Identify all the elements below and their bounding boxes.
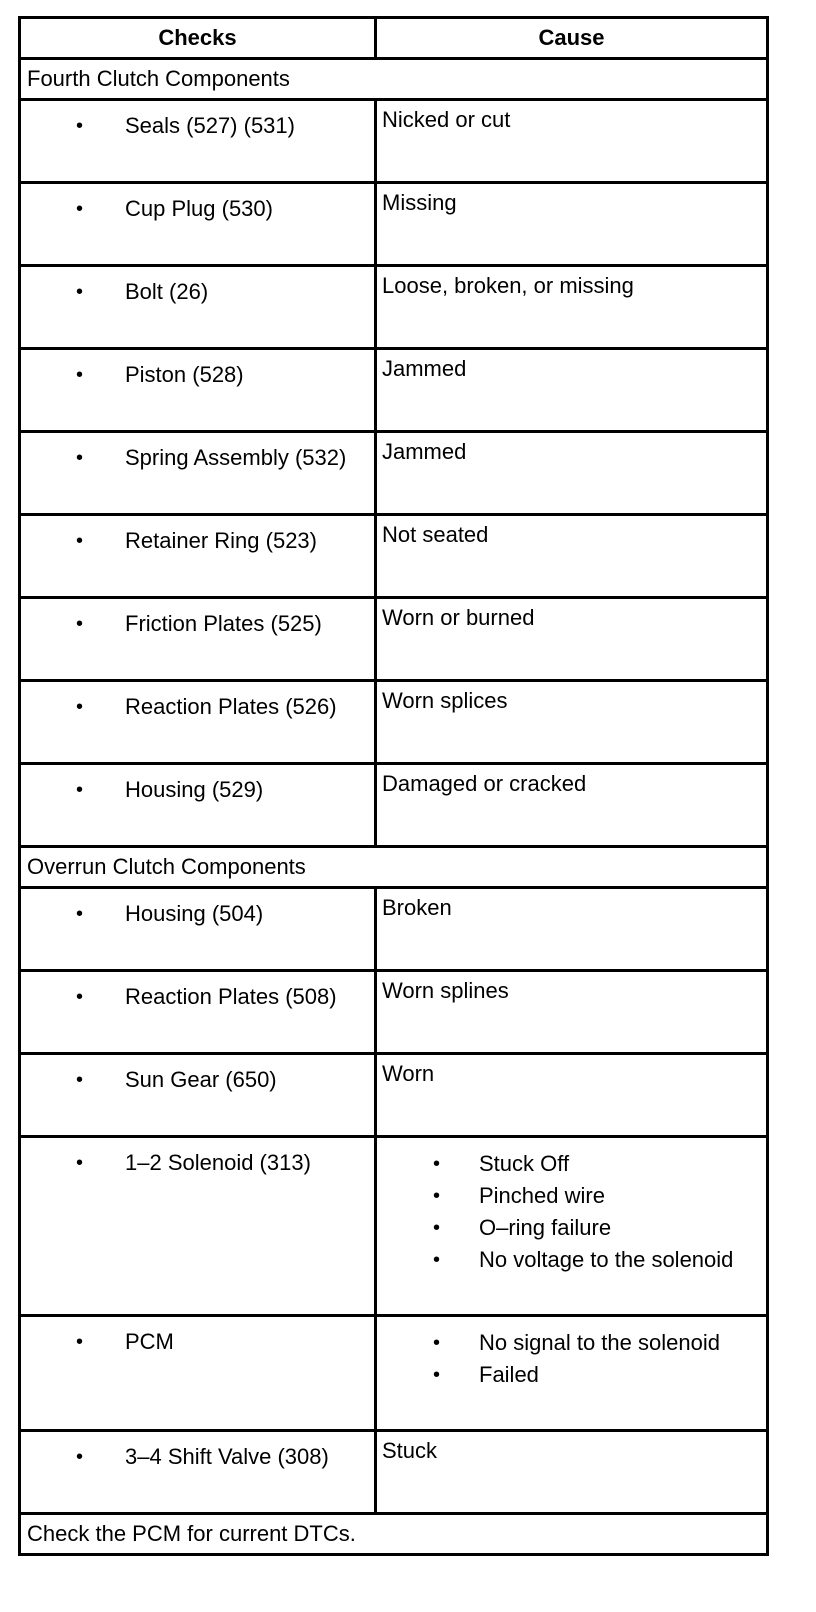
cause-item-label: Failed — [479, 1362, 539, 1387]
cause-text: Worn — [382, 1061, 435, 1086]
header-row — [20, 18, 768, 59]
bullet-icon: • — [76, 779, 84, 801]
cause-text: Missing — [382, 190, 457, 215]
cause-list — [377, 1138, 766, 1276]
table-row — [20, 266, 768, 349]
cause-text: Stuck — [382, 1438, 438, 1463]
table-row — [20, 764, 768, 847]
bullet-icon: • — [76, 198, 84, 220]
cause-item-label: Pinched wire — [479, 1183, 605, 1208]
cause-list — [377, 1317, 766, 1391]
bullet-icon: • — [76, 447, 84, 469]
check-label: Housing (529) — [125, 777, 264, 802]
bullet-icon: • — [76, 281, 84, 303]
bullet-icon: • — [76, 986, 84, 1008]
section-title-row — [20, 59, 768, 100]
table-row — [20, 100, 768, 183]
cause-text: Nicked or cut — [382, 107, 511, 132]
table-row — [20, 183, 768, 266]
check-label: Reaction Plates (508) — [125, 984, 337, 1009]
check-label: Bolt (26) — [125, 279, 209, 304]
table-row — [20, 1054, 768, 1137]
bullet-icon: • — [76, 1331, 84, 1353]
check-label: 1–2 Solenoid (313) — [125, 1150, 311, 1175]
cause-item-label: No voltage to the solenoid — [479, 1247, 734, 1272]
bullet-icon: • — [433, 1217, 441, 1239]
list-item — [377, 1359, 766, 1391]
table-row — [20, 1316, 768, 1431]
section-title-overrun-clutch: Overrun Clutch Components — [20, 847, 768, 888]
cause-text: Not seated — [382, 522, 489, 547]
table-row — [20, 598, 768, 681]
bullet-icon: • — [76, 696, 84, 718]
table-row — [20, 1431, 768, 1514]
cause-text: Jammed — [382, 439, 467, 464]
bullet-icon: • — [433, 1185, 441, 1207]
cause-header: Cause — [376, 18, 768, 59]
bullet-icon: • — [76, 1152, 84, 1174]
bullet-icon: • — [76, 903, 84, 925]
list-item — [377, 1244, 766, 1276]
cause-item-label: Stuck Off — [479, 1151, 570, 1176]
bullet-icon: • — [433, 1364, 441, 1386]
table-row — [20, 971, 768, 1054]
bullet-icon: • — [76, 613, 84, 635]
list-item — [377, 1180, 766, 1212]
check-label: Seals (527) (531) — [125, 113, 295, 138]
bullet-icon: • — [76, 1069, 84, 1091]
checks-header: Checks — [20, 18, 376, 59]
table-row — [20, 432, 768, 515]
cause-text: Loose, broken, or missing — [382, 273, 634, 298]
cause-item-label: O–ring failure — [479, 1215, 612, 1240]
bullet-icon: • — [76, 115, 84, 137]
bullet-icon: • — [433, 1332, 441, 1354]
cause-item-label: No signal to the solenoid — [479, 1330, 720, 1355]
table-row — [20, 515, 768, 598]
table-row — [20, 681, 768, 764]
cause-text: Worn splines — [382, 978, 509, 1003]
check-label: Piston (528) — [125, 362, 244, 387]
cause-text: Jammed — [382, 356, 467, 381]
bullet-icon: • — [76, 364, 84, 386]
check-label: Friction Plates (525) — [125, 611, 322, 636]
check-label: PCM — [125, 1329, 174, 1354]
table-row — [20, 888, 768, 971]
check-label: Spring Assembly (532) — [125, 445, 347, 470]
table-row — [20, 349, 768, 432]
bullet-icon: • — [76, 530, 84, 552]
check-label: 3–4 Shift Valve (308) — [125, 1444, 329, 1469]
footer-row — [20, 1514, 768, 1555]
table-row — [20, 1137, 768, 1316]
check-label: Cup Plug (530) — [125, 196, 273, 221]
bullet-icon: • — [76, 1446, 84, 1468]
cause-text: Worn splices — [382, 688, 508, 713]
cause-text: Damaged or cracked — [382, 771, 587, 796]
check-label: Housing (504) — [125, 901, 264, 926]
section-title-fourth-clutch: Fourth Clutch Components — [20, 59, 768, 100]
cause-text: Broken — [382, 895, 452, 920]
check-label: Retainer Ring (523) — [125, 528, 317, 553]
bullet-icon: • — [433, 1153, 441, 1175]
section-title-row — [20, 847, 768, 888]
list-item — [377, 1148, 766, 1180]
check-label: Sun Gear (650) — [125, 1067, 277, 1092]
cause-text: Worn or burned — [382, 605, 535, 630]
footer-note: Check the PCM for current DTCs. — [20, 1514, 768, 1555]
list-item — [377, 1212, 766, 1244]
diagnosis-table — [18, 16, 769, 1556]
list-item — [377, 1327, 766, 1359]
bullet-icon: • — [433, 1249, 441, 1271]
check-label: Reaction Plates (526) — [125, 694, 337, 719]
